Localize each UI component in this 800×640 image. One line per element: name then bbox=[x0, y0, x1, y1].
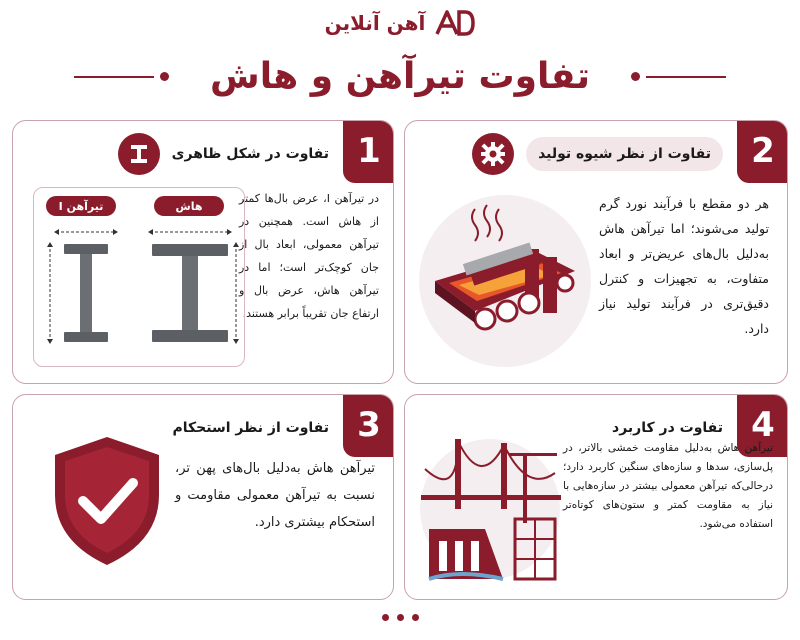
ibeam-label: تیرآهن I bbox=[46, 196, 116, 216]
card-text: تیرآهن هاش به‌دلیل مقاومت خمشی بالاتر، در پل‌سازی، سدها و سازه‌های سنگین کاربرد دارد؛ درحالی‌که تیرآهن معمولی بیشتر در سازه‌هایی با نیاز به مقاومت کمتر و ستون‌های کوتاه‌تر استفاده می‌شود. bbox=[563, 442, 773, 530]
card-number: 3 bbox=[343, 394, 394, 457]
footer-dot bbox=[382, 614, 389, 621]
card-title: تفاوت از نظر استحکام bbox=[172, 420, 329, 436]
card-title: تفاوت از نظر شیوه تولید bbox=[538, 146, 711, 162]
card-text: در تیرآهن I، عرض بال‌ها کمتر از هاش است. همچنین در تیرآهن معمولی، ابعاد بال از جان کوچک‌تر است؛ اما در تیرآهن هاش، عرض بال و ارتفاع جان تقریباً برابر هستند. bbox=[239, 192, 380, 320]
page-title: تفاوت تیرآهن و هاش bbox=[210, 55, 590, 97]
footer-dot bbox=[412, 614, 419, 621]
card-title-pill bbox=[526, 137, 723, 171]
title-dot-left bbox=[160, 72, 169, 81]
footer-dots bbox=[0, 614, 800, 621]
card-header bbox=[472, 137, 723, 171]
card-title: تفاوت در شکل ظاهری bbox=[171, 146, 329, 162]
footer-dot bbox=[397, 614, 404, 621]
i-beam-icon bbox=[118, 133, 160, 175]
title-divider-right bbox=[646, 76, 726, 78]
rolling-mill-illustration bbox=[415, 191, 595, 371]
card-production bbox=[404, 120, 788, 384]
card-header bbox=[173, 411, 329, 445]
construction-icon bbox=[415, 429, 565, 589]
card-number: 1 bbox=[343, 120, 394, 183]
brand-logo-icon bbox=[435, 9, 475, 37]
gear-icon bbox=[472, 133, 514, 175]
card-header bbox=[118, 137, 329, 171]
brand-name: آهن آنلاین bbox=[324, 11, 426, 35]
card-text: هر دو مقطع با فرآیند نورد گرم تولید می‌شوند؛ اما تیرآهن هاش به‌دلیل بال‌های عریض‌تر و ابعاد متفاوت، به تجهیزات و کنترل دقیق‌تری در فرآیند تولید نیاز دارد. bbox=[599, 196, 769, 336]
card-application bbox=[404, 394, 788, 600]
card-appearance bbox=[12, 120, 394, 384]
card-title: تفاوت در کاربرد bbox=[612, 420, 723, 436]
card-strength bbox=[12, 394, 394, 600]
card-text: تیرآهن هاش به‌دلیل بال‌های پهن تر، نسبت به تیرآهن معمولی مقاومت و استحکام بیشتری دارد. bbox=[175, 461, 375, 530]
beam-comparison-panel bbox=[33, 187, 245, 367]
card-number: 2 bbox=[737, 120, 788, 183]
shield-check-icon bbox=[47, 431, 167, 571]
title-dot-right bbox=[631, 72, 640, 81]
title-row bbox=[0, 46, 800, 106]
beam-profiles-illustration bbox=[34, 188, 246, 368]
brand-header bbox=[0, 6, 800, 40]
heb-label: هاش bbox=[154, 196, 224, 216]
card-number: 4 bbox=[737, 394, 788, 457]
title-divider-left bbox=[74, 76, 154, 78]
